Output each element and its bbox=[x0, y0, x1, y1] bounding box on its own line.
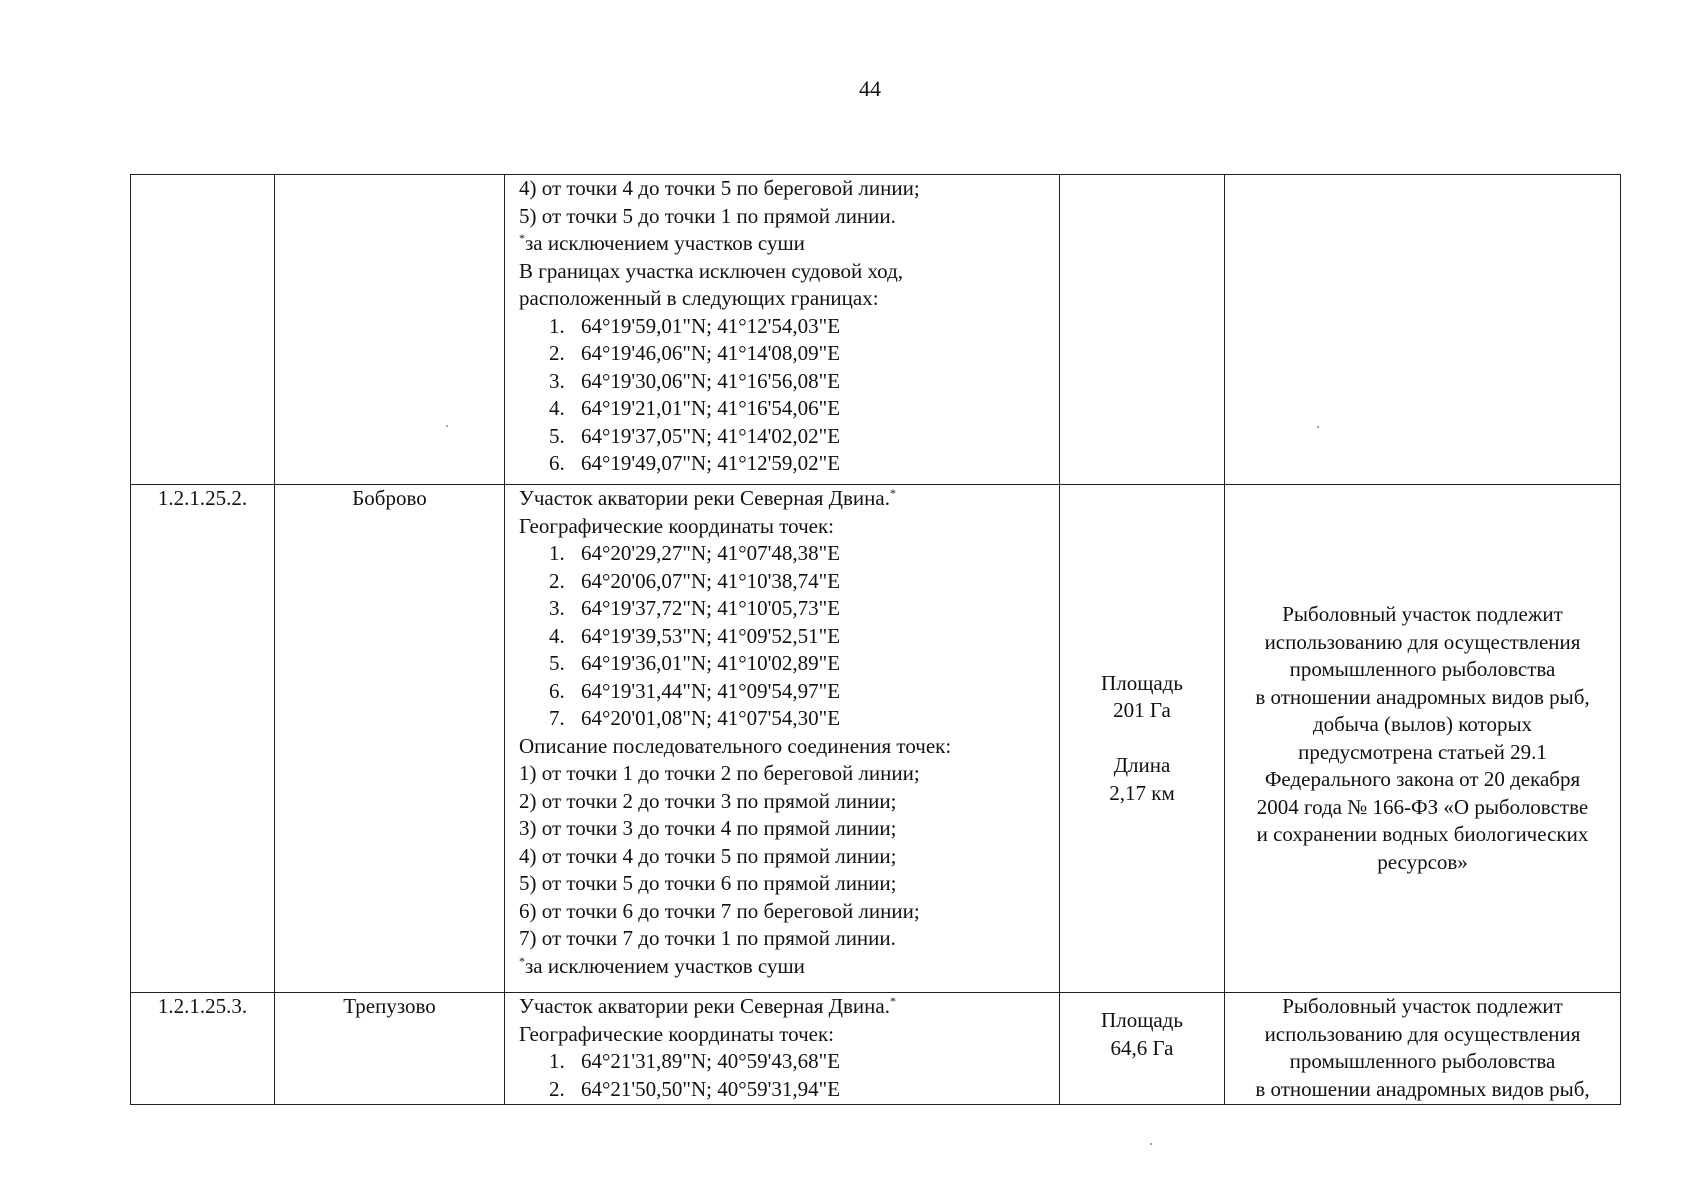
usage-line: ресурсов» bbox=[1377, 849, 1468, 874]
coordinate-item bbox=[519, 450, 1059, 478]
usage-line: промышленного рыболовства bbox=[1289, 657, 1556, 681]
usage-line: в отношении анадромных видов рыб, bbox=[1255, 1076, 1590, 1101]
scan-speck bbox=[446, 425, 448, 427]
connection-line: 4) от точки 4 до точки 5 по береговой линии; bbox=[519, 176, 920, 200]
site-description-cell bbox=[505, 175, 1060, 485]
coord-value: 64°20'01,08"N; 41°07'54,30"E bbox=[581, 706, 841, 730]
row-number-cell: 1.2.1.25.2. bbox=[131, 485, 275, 993]
coordinate-item bbox=[519, 623, 1059, 651]
footnote: *за исключением участков суши bbox=[519, 231, 805, 255]
connection-line: 5) от точки 5 до точки 1 по прямой линии. bbox=[519, 203, 896, 228]
row-number-cell bbox=[131, 175, 275, 485]
connection-line: 2) от точки 2 до точки 3 по прямой линии; bbox=[519, 788, 897, 813]
coordinate-item bbox=[519, 313, 1059, 341]
site-description-cell bbox=[505, 993, 1060, 1105]
area-value: 201 Га bbox=[1113, 698, 1171, 723]
coord-value: 64°21'31,89"N; 40°59'43,68"E bbox=[581, 1049, 841, 1073]
area-cell bbox=[1060, 993, 1225, 1105]
coord-number: 3. bbox=[549, 368, 565, 393]
coord-number: 4. bbox=[549, 396, 565, 420]
coordinate-item bbox=[519, 705, 1059, 733]
coord-number: 4. bbox=[549, 623, 565, 648]
site-title: Участок акватории реки Северная Двина.* bbox=[519, 994, 896, 1018]
coord-value: 64°19'39,53"N; 41°09'52,51"E bbox=[581, 623, 841, 648]
coords-heading: Географические координаты точек: bbox=[519, 1021, 834, 1046]
coordinate-item bbox=[519, 395, 1059, 423]
coord-number: 2. bbox=[549, 1076, 565, 1101]
coord-number: 1. bbox=[549, 1049, 565, 1073]
coord-number: 3. bbox=[549, 596, 565, 620]
coord-number: 1. bbox=[549, 541, 565, 565]
site-name-cell: Трепузово bbox=[275, 993, 505, 1105]
coordinate-item bbox=[519, 540, 1059, 568]
usage-line: Федерального закона от 20 декабря bbox=[1264, 767, 1581, 791]
usage-line: в отношении анадромных видов рыб, bbox=[1255, 684, 1590, 709]
coordinate-item bbox=[519, 650, 1059, 678]
usage-line: Рыболовный участок подлежит bbox=[1282, 994, 1563, 1018]
table-row bbox=[131, 485, 1621, 993]
coord-number: 6. bbox=[549, 678, 565, 703]
coord-value: 64°19'37,05"N; 41°14'02,02"E bbox=[581, 423, 841, 448]
usage-cell bbox=[1225, 485, 1621, 993]
coord-value: 64°19'49,07"N; 41°12'59,02"E bbox=[581, 451, 841, 475]
coord-value: 64°19'31,44"N; 41°09'54,97"E bbox=[581, 678, 841, 703]
coord-value: 64°19'30,06"N; 41°16'56,08"E bbox=[581, 368, 841, 393]
coord-number: 1. bbox=[549, 313, 565, 338]
coord-number: 2. bbox=[549, 568, 565, 593]
usage-line: промышленного рыболовства bbox=[1289, 1049, 1556, 1073]
usage-line: 2004 года № 166-ФЗ «О рыболовстве bbox=[1256, 794, 1589, 819]
coord-number: 6. bbox=[549, 451, 565, 475]
coord-value: 64°19'21,01"N; 41°16'54,06"E bbox=[581, 396, 841, 420]
length-value: 2,17 км bbox=[1109, 780, 1175, 805]
coordinate-item bbox=[519, 595, 1059, 623]
area-value: 64,6 Га bbox=[1110, 1035, 1174, 1060]
row-number-cell: 1.2.1.25.3. bbox=[131, 993, 275, 1105]
coord-number: 2. bbox=[549, 341, 565, 365]
coord-value: 64°21'50,50"N; 40°59'31,94"E bbox=[581, 1076, 841, 1101]
coordinate-item bbox=[519, 423, 1059, 451]
coord-number: 7. bbox=[549, 706, 565, 730]
coordinate-item bbox=[519, 1048, 1059, 1076]
coord-value: 64°20'29,27"N; 41°07'48,38"E bbox=[581, 541, 841, 565]
coord-number: 5. bbox=[549, 651, 565, 675]
coord-value: 64°19'59,01"N; 41°12'54,03"E bbox=[581, 313, 841, 338]
page-number: 44 bbox=[859, 76, 881, 101]
scan-speck bbox=[1150, 1143, 1152, 1145]
site-name-cell: Боброво bbox=[275, 485, 505, 993]
site-description-cell bbox=[505, 485, 1060, 993]
usage-line: предусмотрена статьей 29.1 bbox=[1298, 739, 1547, 764]
usage-cell bbox=[1225, 175, 1621, 485]
usage-line: использованию для осуществления bbox=[1264, 1021, 1581, 1046]
site-title: Участок акватории реки Северная Двина.* bbox=[519, 486, 896, 510]
site-name-cell bbox=[275, 175, 505, 485]
coordinate-item bbox=[519, 678, 1059, 706]
coordinate-item bbox=[519, 340, 1059, 368]
table-row bbox=[131, 993, 1621, 1105]
usage-cell bbox=[1225, 993, 1621, 1105]
area-cell bbox=[1060, 175, 1225, 485]
connection-heading: Описание последовательного соединения точек: bbox=[519, 733, 952, 758]
usage-line: и сохранении водных биологических bbox=[1256, 822, 1589, 846]
coord-value: 64°19'36,01"N; 41°10'02,89"E bbox=[581, 651, 841, 675]
coords-heading: Географические координаты точек: bbox=[519, 513, 834, 538]
fishing-sites-table bbox=[130, 174, 1621, 1105]
usage-line: использованию для осуществления bbox=[1264, 629, 1581, 654]
connection-line: 5) от точки 5 до точки 6 по прямой линии; bbox=[519, 871, 897, 895]
connection-line: 6) от точки 6 до точки 7 по береговой линии; bbox=[519, 898, 920, 923]
area-cell bbox=[1060, 485, 1225, 993]
area-label: Площадь bbox=[1101, 670, 1183, 695]
table-row bbox=[131, 175, 1621, 485]
connection-line: 4) от точки 4 до точки 5 по прямой линии; bbox=[519, 843, 897, 868]
channel-intro-line: В границах участка исключен судовой ход, bbox=[519, 258, 904, 283]
connection-line: 7) от точки 7 до точки 1 по прямой линии. bbox=[519, 926, 896, 950]
area-label: Площадь bbox=[1101, 1008, 1183, 1032]
usage-line: добыча (вылов) которых bbox=[1312, 712, 1533, 736]
connection-line: 3) от точки 3 до точки 4 по прямой линии; bbox=[519, 816, 897, 840]
coordinate-item bbox=[519, 1076, 1059, 1104]
coord-value: 64°19'46,06"N; 41°14'08,09"E bbox=[581, 341, 841, 365]
coord-number: 5. bbox=[549, 423, 565, 448]
footnote: *за исключением участков суши bbox=[519, 953, 805, 978]
usage-line: Рыболовный участок подлежит bbox=[1282, 602, 1563, 626]
coordinate-item bbox=[519, 368, 1059, 396]
coord-value: 64°20'06,07"N; 41°10'38,74"E bbox=[581, 568, 841, 593]
length-label: Длина bbox=[1113, 753, 1171, 778]
channel-intro-line: расположенный в следующих границах: bbox=[519, 286, 879, 310]
coordinate-item bbox=[519, 568, 1059, 596]
scan-speck bbox=[1317, 426, 1319, 428]
connection-line: 1) от точки 1 до точки 2 по береговой линии; bbox=[519, 761, 920, 785]
coord-value: 64°19'37,72"N; 41°10'05,73"E bbox=[581, 596, 841, 620]
